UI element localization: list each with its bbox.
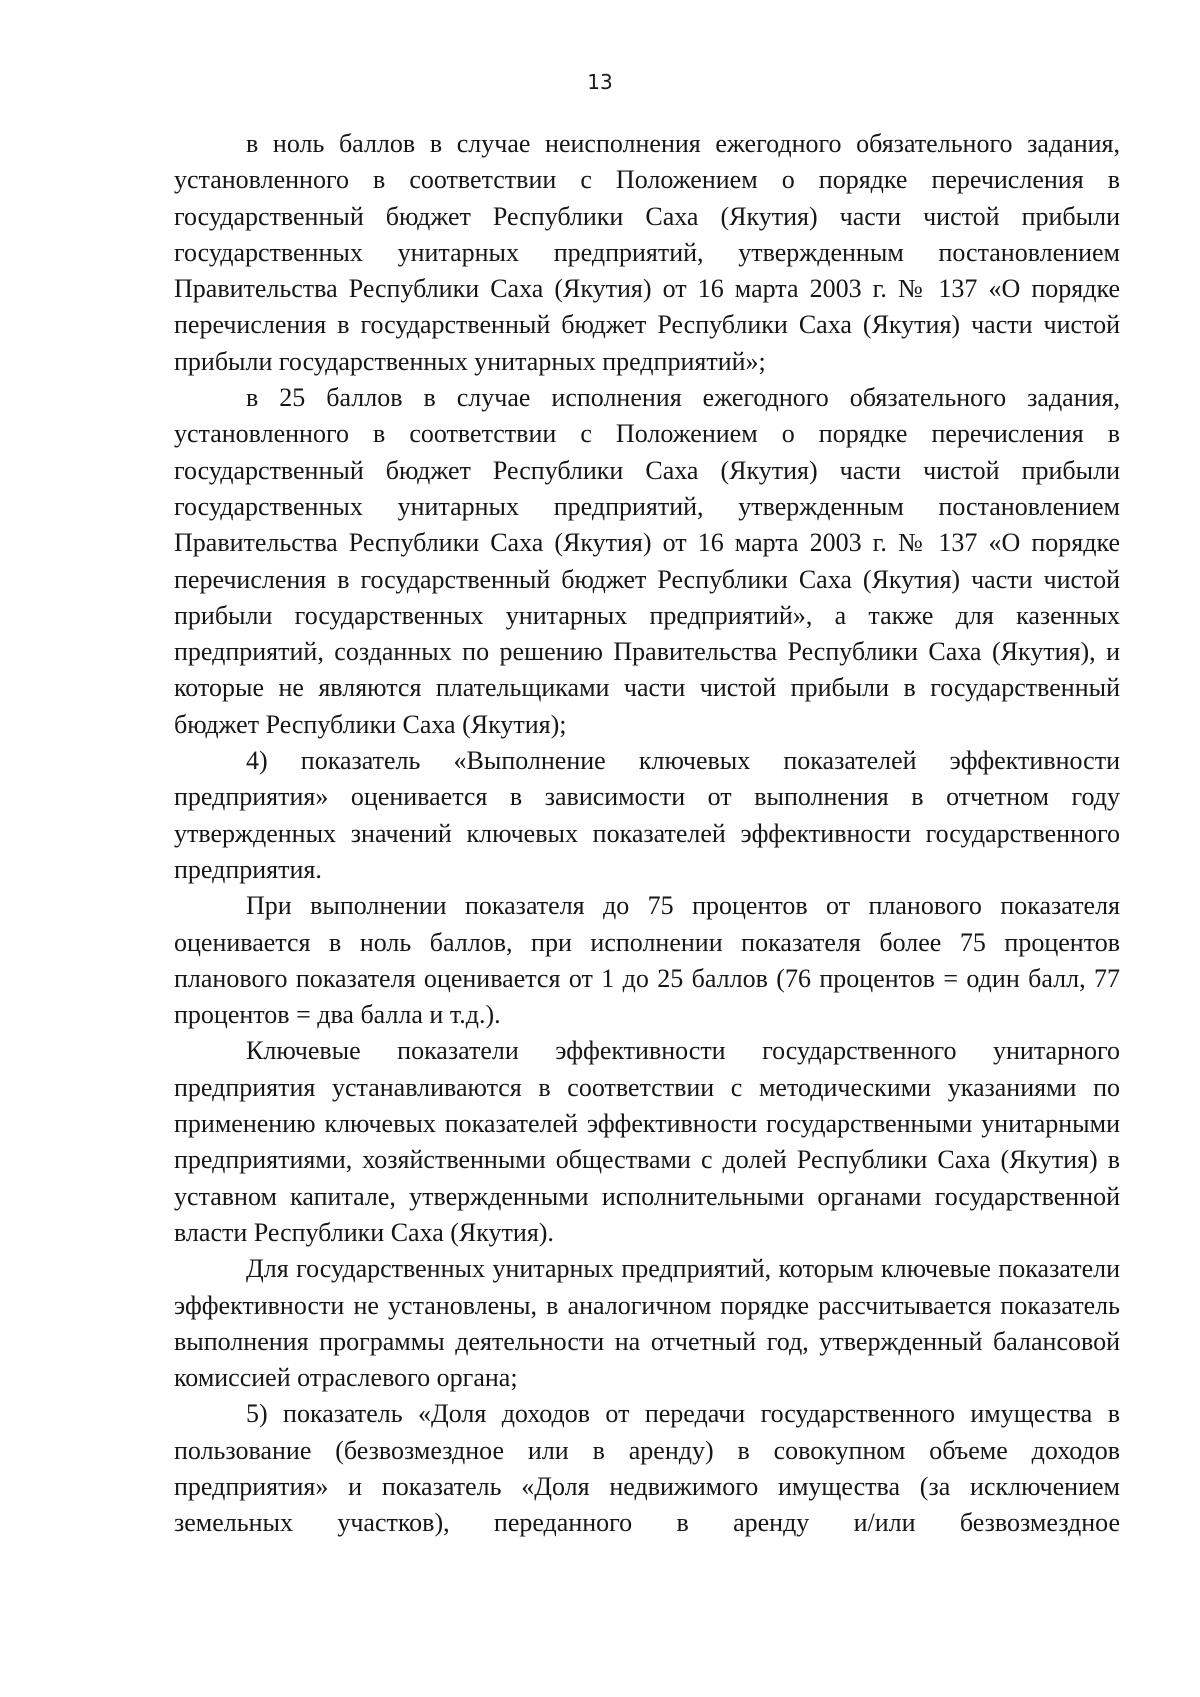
paragraph-zero-points: в ноль баллов в случае неисполнения ежегодного обязательного задания, установленного в соответствии с Положением о порядке перечисления в государственный бюджет Республики Саха (Якутия) части чистой прибыли государственных унитарных предприятий, утвержденным постановлением Правительства Республики Саха (Якутия) от 16 марта 2003 г. № 137 «О порядке перечисления в государственный бюджет Республики Саха (Якутия) части чистой прибыли государственных унитарных предприятий»;	[174, 129, 1120, 376]
paragraph-25-points: в 25 баллов в случае исполнения ежегодного обязательного задания, установленного в соответствии с Положением о порядке перечисления в государственный бюджет Республики Саха (Якутия) части чистой прибыли государственных унитарных предприятий, утвержденным постановлением Правительства Республики Саха (Якутия) от 16 марта 2003 г. № 137 «О порядке перечисления в государственный бюджет Республики Саха (Якутия) части чистой прибыли государственных унитарных предприятий», а также для казенных предприятий, созданных по решению Правительства Республики Саха (Якутия), и которые не являются плательщиками части чистой прибыли в государственный бюджет Республики Саха (Якутия);	[174, 383, 1120, 739]
paragraph-indicator-4: 4) показатель «Выполнение ключевых показателей эффективности предприятия» оценивается в зависимости от выполнения в отчетном году утвержденных значений ключевых показателей эффективности государственного предприятия.	[174, 746, 1120, 884]
paragraph-key-indicators: Ключевые показатели эффективности государственного унитарного предприятия устанавливаются в соответствии с методическими указаниями по применению ключевых показателей эффективности государственными унитарными предприятиями, хозяйственными обществами с долей Республики Саха (Якутия) в уставном капитале, утвержденными исполнительными органами государственной власти Республики Саха (Якутия).	[174, 1036, 1120, 1247]
paragraph-indicator-5: 5) показатель «Доля доходов от передачи государственного имущества в пользование (безвозмездное или в аренду) в совокупном объеме доходов предприятия» и показатель «Доля недвижимого имущества (за исключением земельных участков), переданного в аренду и/или безвозмездное	[174, 1399, 1120, 1538]
page-number: 13	[587, 70, 613, 94]
paragraph-no-key-indicators: Для государственных унитарных предприятий, которым ключевые показатели эффективности не установлены, в аналогичном порядке рассчитывается показатель выполнения программы деятельности на отчетный год, утвержденный балансовой комиссией отраслевого органа;	[174, 1254, 1120, 1393]
paragraph-75-percent: При выполнении показателя до 75 процентов от планового показателя оценивается в ноль баллов, при исполнении показателя более 75 процентов планового показателя оценивается от 1 до 25 баллов (76 процентов = один балл, 77 процентов = два балла и т.д.).	[174, 891, 1120, 1030]
document-body	[174, 126, 1120, 1542]
